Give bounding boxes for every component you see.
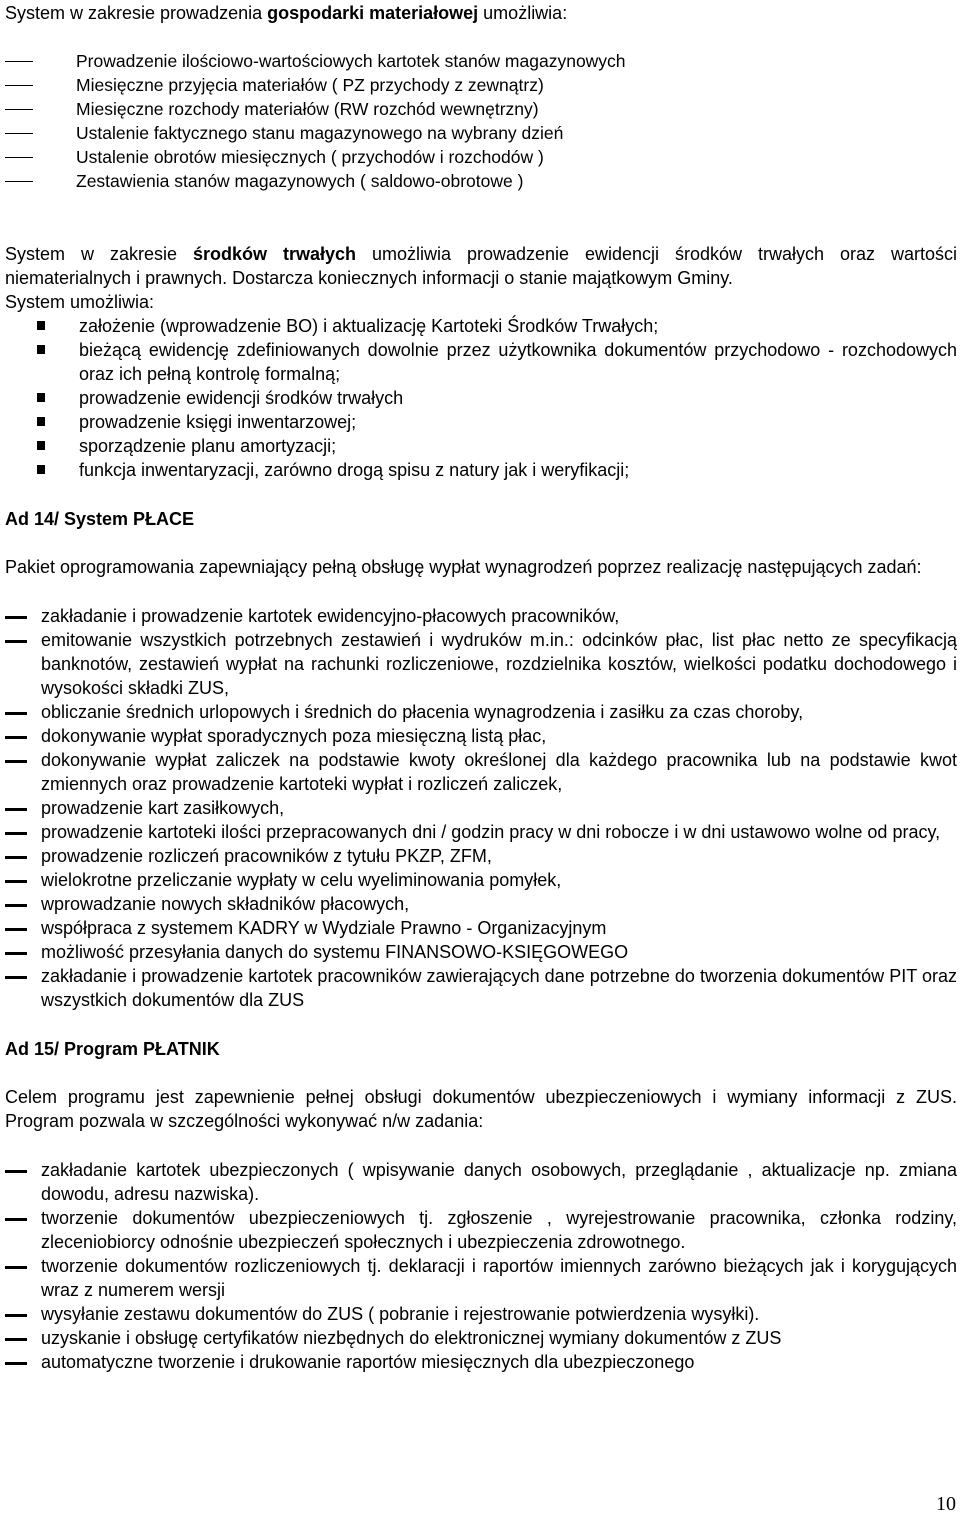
list-item: możliwość przesyłania danych do systemu FINANSOWO-KSIĘGOWEGO [5,940,957,964]
dash-marker [5,856,27,859]
dash-marker [5,133,33,134]
list-item: Zestawienia stanów magazynowych ( saldowo-obrotowe ) [5,169,957,193]
list-item: Miesięczne przyjęcia materiałów ( PZ przychody z zewnątrz) [5,73,957,97]
list-item: sporządzenie planu amortyzacji; [5,434,957,458]
dash-marker [5,1338,27,1341]
section-heading-platnik: Ad 15/ Program PŁATNIK [5,1039,220,1059]
dash-marker [5,157,33,158]
dash-marker [5,904,27,907]
st-paragraph-2: System umożliwia: [5,292,155,312]
list-item: uzyskanie i obsługę certyfikatów niezbędnych do elektronicznej wymiany dokumentów z ZUS [5,1326,957,1350]
dash-marker [5,640,27,643]
st-bold: środków trwałych [192,244,356,264]
dash-marker [5,616,27,619]
list-item: Prowadzenie ilościowo-wartościowych kartotek stanów magazynowych [5,49,957,73]
list-item: prowadzenie rozliczeń pracowników z tytułu PKZP, ZFM, [5,844,957,868]
page-number: 10 [936,1493,956,1515]
dash-marker [5,880,27,883]
list-item: wysyłanie zestawu dokumentów do ZUS ( pobranie i rejestrowanie potwierdzenia wysyłki). [5,1302,957,1326]
list-item: prowadzenie ewidencji środków trwałych [5,386,957,410]
dash-marker [5,712,27,715]
dash-marker [5,1314,27,1317]
list-item: Miesięczne rozchody materiałów (RW rozchód wewnętrzny) [5,97,957,121]
square-bullet-icon [37,441,45,450]
platnik-list [5,1158,957,1374]
document-page [5,0,957,1374]
place-intro: Pakiet oprogramowania zapewniający pełną obsługę wypłat wynagrodzeń poprzez realizację następujących zadań: [5,557,922,577]
list-item: zakładanie i prowadzenie kartotek pracowników zawierających dane potrzebne do tworzenia dokumentów PIT oraz wszystkich dokumentów dla ZUS [5,964,957,1012]
list-item: współpraca z systemem KADRY w Wydziale Prawno - Organizacyjnym [5,916,957,940]
gm-list [5,49,957,193]
place-list [5,604,957,1012]
dash-marker [5,976,27,979]
square-bullet-icon [37,345,45,354]
list-item: dokonywanie wypłat zaliczek na podstawie kwoty określonej dla każdego pracownika lub na podstawie kwot zmiennych oraz prowadzenie kartoteki wypłat i rozliczeń zaliczek, [5,748,957,796]
square-bullet-icon [37,321,45,330]
list-item: funkcja inwentaryzacji, zarówno drogą spisu z natury jak i weryfikacji; [5,458,957,482]
list-item: zakładanie i prowadzenie kartotek ewidencyjno-płacowych pracowników, [5,604,957,628]
gm-intro-bold: gospodarki materiałowej [267,3,479,23]
list-item: Ustalenie obrotów miesięcznych ( przychodów i rozchodów ) [5,145,957,169]
list-item: prowadzenie kart zasiłkowych, [5,796,957,820]
dash-marker [5,1266,27,1269]
list-item: zakładanie kartotek ubezpieczonych ( wpisywanie danych osobowych, przeglądanie , aktualizacje np. zmiana dowodu, adresu nazwiska). [5,1158,957,1206]
dash-marker [5,109,33,110]
list-item: tworzenie dokumentów rozliczeniowych tj. deklaracji i raportów imiennych zarówno bieżących jak i korygujących wraz z numerem wersji [5,1254,957,1302]
dash-marker [5,61,33,62]
st-list [5,314,957,482]
square-bullet-icon [37,465,45,474]
platnik-intro: Celem programu jest zapewnienie pełnej obsługi dokumentów ubezpieczeniowych i wymiany informacji z ZUS. Program pozwala w szczególności wykonywać n/w zadania: [5,1087,957,1131]
list-item: obliczanie średnich urlopowych i średnich do płacenia wynagrodzenia i zasiłku za czas choroby, [5,700,957,724]
list-item: wprowadzanie nowych składników płacowych, [5,892,957,916]
square-bullet-icon [37,417,45,426]
list-item: prowadzenie kartoteki ilości przepracowanych dni / godzin pracy w dni robocze i w dni ustawowo wolne od pracy, [5,820,957,844]
dash-marker [5,760,27,763]
list-item: tworzenie dokumentów ubezpieczeniowych tj. zgłoszenie , wyrejestrowanie pracownika, członka rodziny, zleceniobiorcy odnośnie ubezpieczeń społecznych i ubezpieczenia zdrowotnego. [5,1206,957,1254]
dash-marker [5,85,33,86]
list-item: prowadzenie księgi inwentarzowej; [5,410,957,434]
list-item: Ustalenie faktycznego stanu magazynowego na wybrany dzień [5,121,957,145]
list-item: założenie (wprowadzenie BO) i aktualizację Kartoteki Środków Trwałych; [5,314,957,338]
square-bullet-icon [37,393,45,402]
list-item: wielokrotne przeliczanie wypłaty w celu wyeliminowania pomyłek, [5,868,957,892]
dash-marker [5,181,33,182]
dash-marker [5,808,27,811]
st-paragraph: System w zakresie środków trwałych umożliwia prowadzenie ewidencji środków trwałych oraz wartości niematerialnych i prawnych. Dostarcza koniecznych informacji o stanie majątkowym Gminy. [5,244,957,288]
dash-marker [5,952,27,955]
dash-marker [5,1362,27,1365]
dash-marker [5,832,27,835]
dash-marker [5,1170,27,1173]
list-item: bieżącą ewidencję zdefiniowanych dowolnie przez użytkownika dokumentów przychodowo - rozchodowych oraz ich pełną kontrolę formalną; [5,338,957,386]
dash-marker [5,736,27,739]
section-heading-place: Ad 14/ System PŁACE [5,509,195,529]
dash-marker [5,928,27,931]
gm-intro: System w zakresie prowadzenia gospodarki materiałowej umożliwia: [5,3,568,23]
list-item: emitowanie wszystkich potrzebnych zestawień i wydruków m.in.: odcinków płac, list płac netto ze specyfikacją banknotów, zestawień wypłat na rachunki rozliczeniowe, rozdzielnika kosztów, wielkości podatku dochodowego i wysokości składki ZUS, [5,628,957,700]
dash-marker [5,1218,27,1221]
list-item: automatyczne tworzenie i drukowanie raportów miesięcznych dla ubezpieczonego [5,1350,957,1374]
list-item: dokonywanie wypłat sporadycznych poza miesięczną listą płac, [5,724,957,748]
